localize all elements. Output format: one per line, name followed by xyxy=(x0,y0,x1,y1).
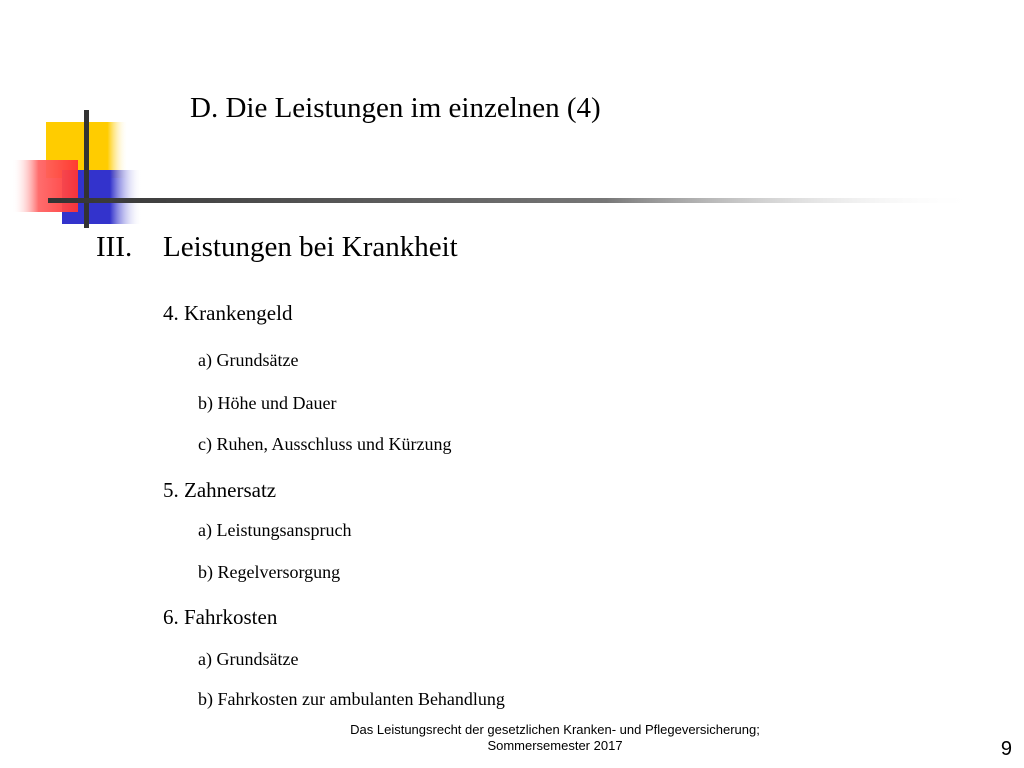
sub-item: a) Leistungsanspruch xyxy=(198,520,352,540)
list-item-fahrkosten: 6. Fahrkosten xyxy=(163,605,278,629)
section-title: Leistungen bei Krankheit xyxy=(163,231,458,263)
sub-item: c) Ruhen, Ausschluss und Kürzung xyxy=(198,434,452,454)
footer-line-2: Sommersemester 2017 xyxy=(487,738,623,753)
footer-line-1: Das Leistungsrecht der gesetzlichen Kranken- und Pflegeversicherung; xyxy=(350,722,760,737)
section-number: III. xyxy=(96,231,133,263)
sub-item: b) Fahrkosten zur ambulanten Behandlung xyxy=(198,689,505,709)
sub-item: b) Höhe und Dauer xyxy=(198,393,337,413)
sub-item: a) Grundsätze xyxy=(198,350,299,370)
slide-footer xyxy=(300,722,810,754)
slide-title: D. Die Leistungen im einzelnen (4) xyxy=(190,92,601,124)
sub-item: a) Grundsätze xyxy=(198,649,299,669)
page-number: 9 xyxy=(1000,738,1012,760)
list-item-zahnersatz: 5. Zahnersatz xyxy=(163,478,277,502)
sub-item: b) Regelversorgung xyxy=(198,562,341,582)
list-item-krankengeld: 4. Krankengeld xyxy=(163,301,293,325)
